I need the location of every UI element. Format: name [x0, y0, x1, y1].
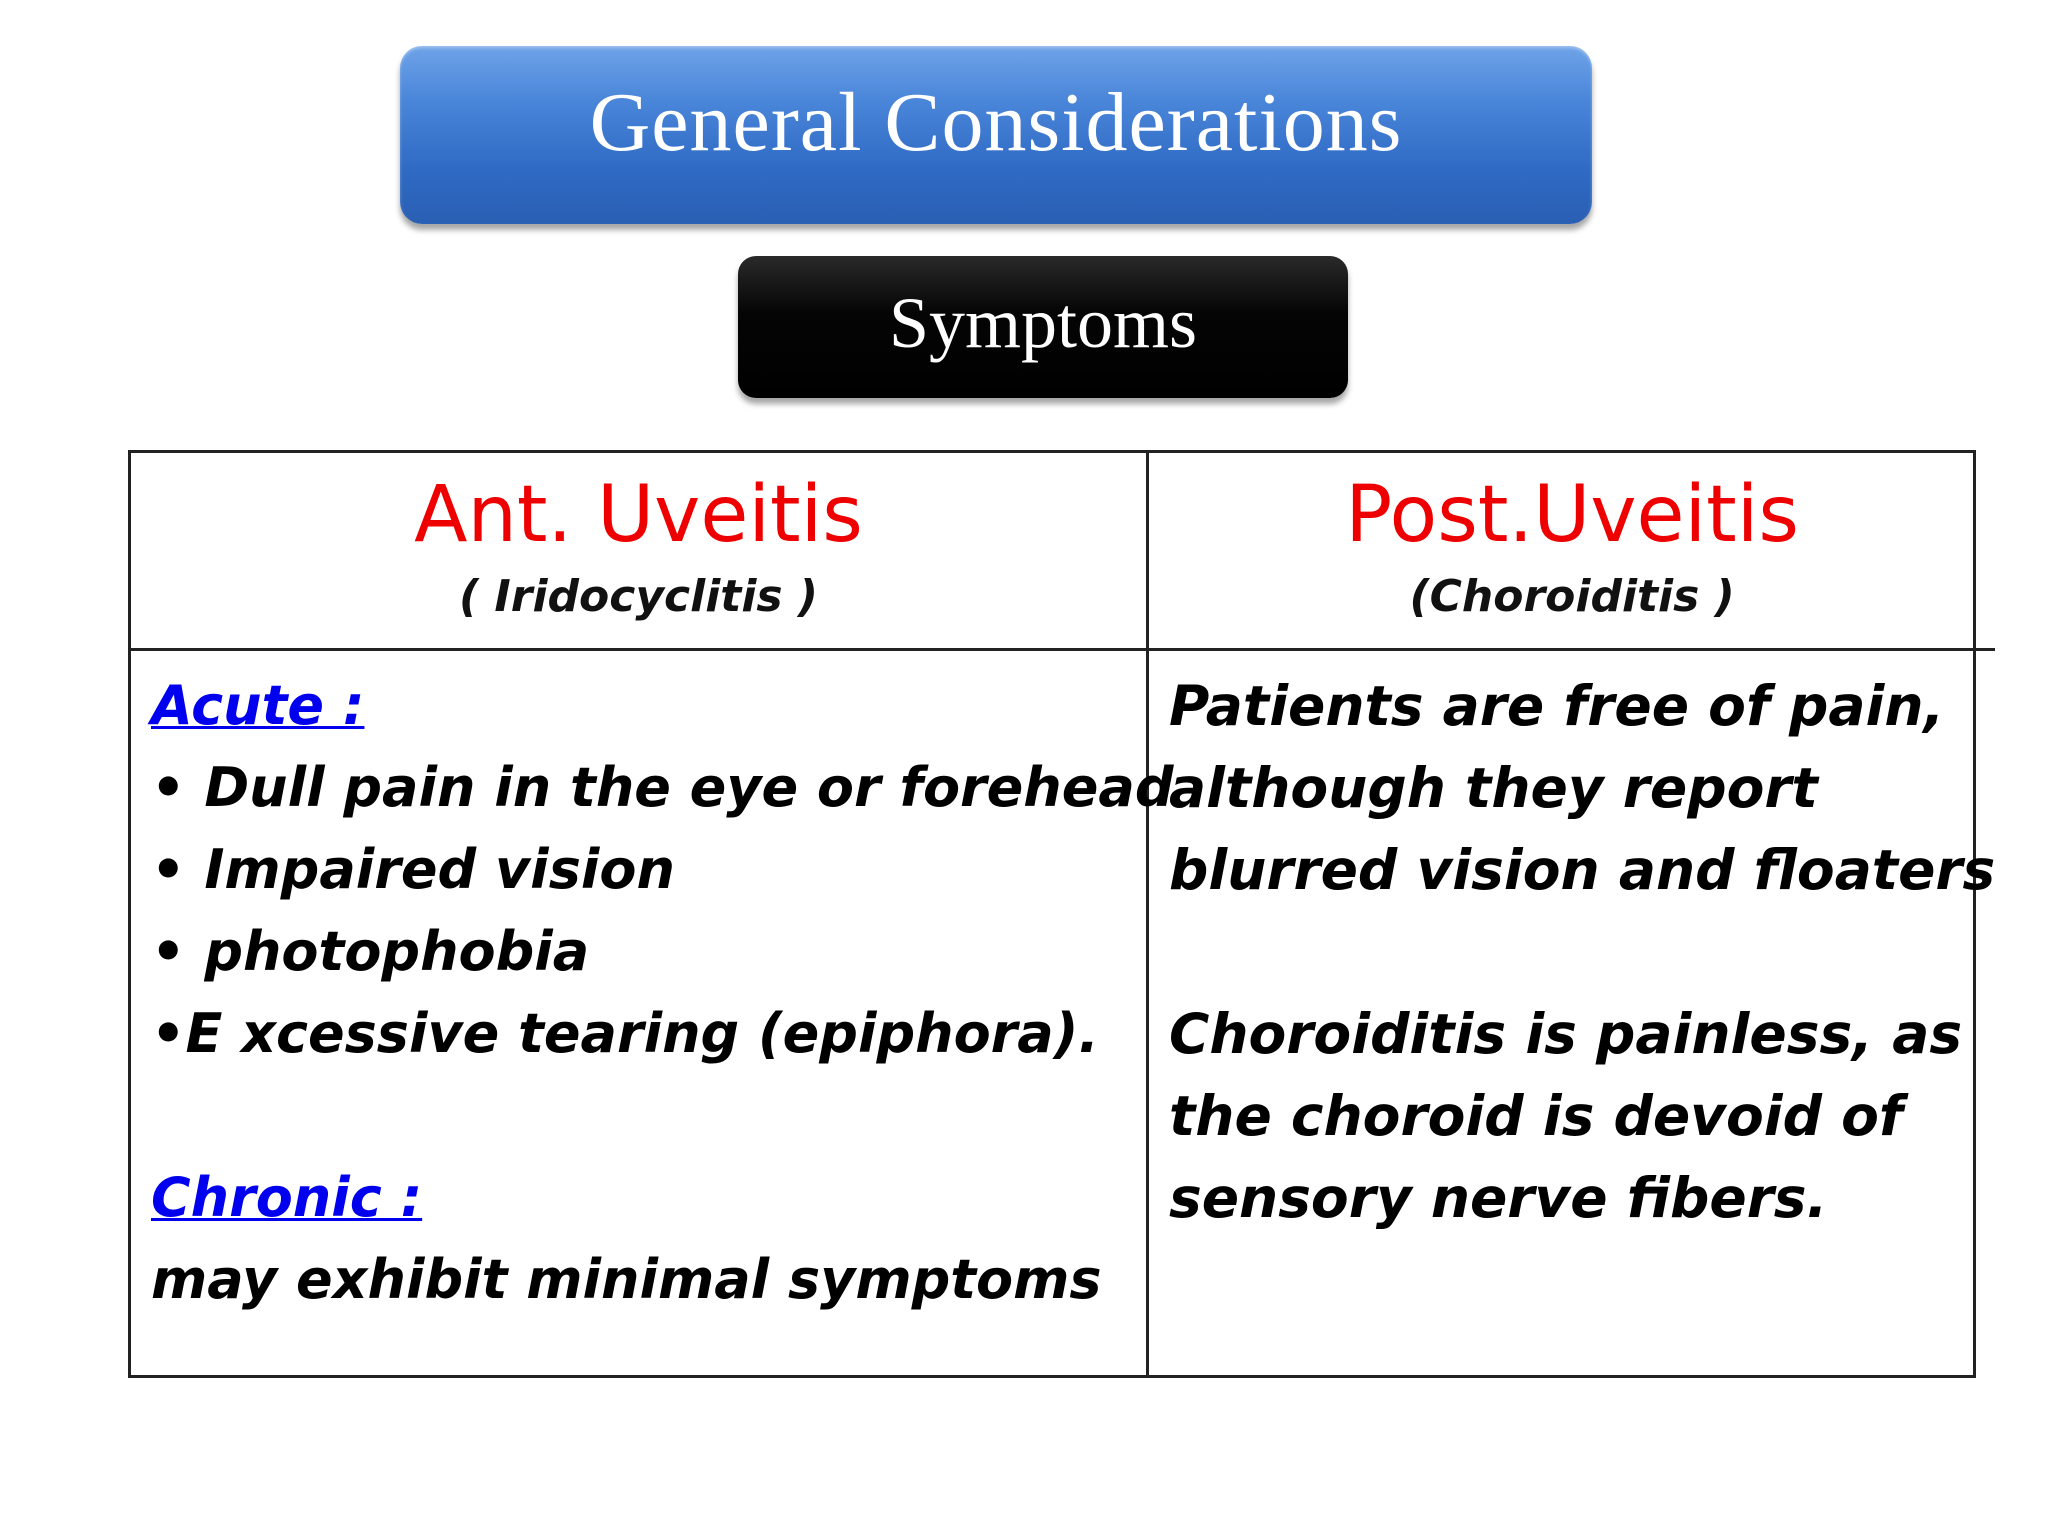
section-subtitle: Symptoms: [888, 282, 1198, 363]
anterior-uveitis-heading: Ant. Uveitis: [414, 470, 863, 560]
list-item: • Dull pain in the eye or forehead: [151, 756, 1174, 819]
paragraph-line: the choroid is devoid of: [1169, 1084, 1903, 1148]
paragraph-line: blurred vision and floaters: [1169, 838, 1996, 902]
list-item: •E xcessive tearing (epiphora).: [151, 1002, 1099, 1065]
acute-link[interactable]: Acute :: [151, 674, 365, 737]
table-cell-anterior-symptoms: [131, 651, 1174, 1375]
chronic-description: may exhibit minimal symptoms: [151, 1248, 1102, 1311]
paragraph-line: Patients are free of pain,: [1169, 674, 1945, 738]
list-item: • photophobia: [151, 920, 590, 983]
posterior-uveitis-heading: Post.Uveitis: [1345, 470, 1800, 560]
title-banner: [400, 46, 1592, 224]
page-title: General Considerations: [589, 75, 1403, 169]
paragraph-line: sensory nerve fibers.: [1169, 1166, 1828, 1230]
subtitle-banner: [738, 256, 1348, 398]
table-cell-posterior-symptoms: [1149, 651, 1995, 1375]
table-header-anterior: [131, 453, 1149, 651]
table-header-posterior: [1149, 453, 1995, 651]
symptoms-table: [128, 450, 1996, 1378]
anterior-uveitis-subheading: ( Iridocyclitis ): [458, 570, 819, 622]
posterior-uveitis-subheading: (Choroiditis ): [1409, 570, 1735, 622]
spacer: [151, 1075, 1146, 1157]
chronic-link[interactable]: Chronic :: [151, 1166, 423, 1229]
spacer: [1169, 911, 1995, 993]
list-item: • Impaired vision: [151, 838, 675, 901]
paragraph-line: Choroiditis is painless, as: [1169, 1002, 1963, 1066]
paragraph-line: although they report: [1169, 756, 1818, 820]
